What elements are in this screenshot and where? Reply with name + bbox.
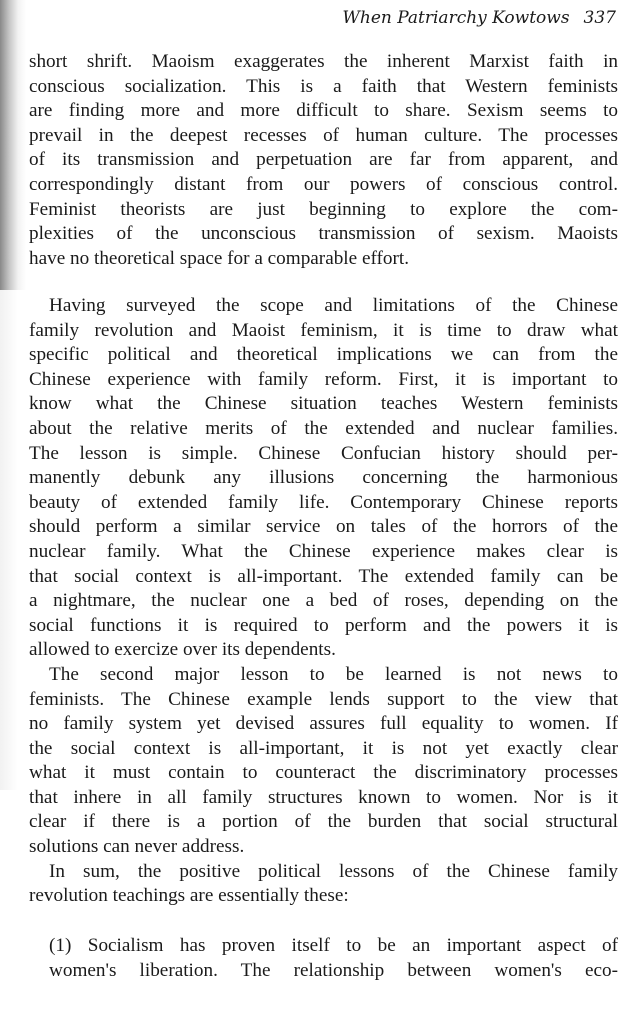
text-line: the social context is all-important, it is not yet exactly clear bbox=[29, 737, 618, 759]
text-line: about the relative merits of the extended and nuclear families. bbox=[29, 417, 618, 439]
text-line: prevail in the deepest recesses of human culture. The processes bbox=[29, 124, 618, 146]
text-line: are finding more and more difficult to share. Sexism seems to bbox=[29, 100, 618, 122]
text-line: nuclear family. What the Chinese experience makes clear is bbox=[29, 540, 618, 562]
running-head-title: When Patriarchy Kowtows bbox=[342, 8, 570, 28]
text-line: The second major lesson to be learned is not news to bbox=[49, 663, 618, 685]
text-line: allowed to exercize over its dependents. bbox=[29, 639, 336, 661]
text-line: clear if there is a portion of the burden that social structural bbox=[29, 811, 618, 833]
paragraph-group bbox=[29, 294, 618, 909]
binding-shadow-faint bbox=[0, 290, 18, 790]
text-line: what it must contain to counteract the discriminatory processes bbox=[29, 762, 618, 784]
text-line: In sum, the positive political lessons of the Chinese family bbox=[49, 860, 618, 882]
text-line: revolution teachings are essentially these: bbox=[29, 885, 349, 907]
text-line: Feminist theorists are just beginning to explore the com- bbox=[29, 198, 618, 220]
text-line: feminists. The Chinese example lends support to the view that bbox=[29, 688, 618, 710]
text-line: know what the Chinese situation teaches Western feminists bbox=[29, 393, 618, 415]
text-line: Chinese experience with family reform. First, it is important to bbox=[29, 368, 618, 390]
binding-shadow bbox=[0, 0, 26, 290]
text-line: that inhere in all family structures known to women. Nor is it bbox=[29, 786, 618, 808]
text-line: have no theoretical space for a comparable effort. bbox=[29, 247, 410, 269]
text-line: specific political and theoretical implications we can from the bbox=[29, 344, 618, 366]
text-line: short shrift. Maoism exaggerates the inherent Marxist faith in bbox=[29, 51, 618, 72]
page-number: 337 bbox=[583, 8, 616, 28]
text-line: beauty of extended family life. Contemporary Chinese reports bbox=[29, 491, 618, 513]
text-line: women's liberation. The relationship between women's eco- bbox=[49, 959, 618, 981]
text-line: of its transmission and perpetuation are far from apparent, and bbox=[29, 149, 618, 171]
paragraph-1 bbox=[29, 50, 618, 271]
text-line: a nightmare, the nuclear one a bed of roses, depending on the bbox=[29, 590, 618, 612]
numbered-item-1 bbox=[29, 934, 618, 983]
text-line: family revolution and Maoist feminism, it is time to draw what bbox=[29, 319, 618, 341]
text-line: no family system yet devised assures full equality to women. If bbox=[29, 713, 618, 735]
text-line: Having surveyed the scope and limitations of the Chinese bbox=[49, 295, 618, 316]
text-line: that social context is all-important. The extended family can be bbox=[29, 565, 618, 587]
text-line: The lesson is simple. Chinese Confucian history should per- bbox=[29, 442, 618, 464]
text-line: plexities of the unconscious transmission of sexism. Maoists bbox=[29, 223, 618, 245]
text-line: (1) Socialism has proven itself to be an important aspect of bbox=[49, 935, 618, 956]
text-line: should perform a similar service on tales of the horrors of the bbox=[29, 516, 618, 538]
running-head bbox=[342, 8, 616, 28]
text-line: conscious socialization. This is a faith that Western feminists bbox=[29, 75, 618, 97]
text-line: correspondingly distant from our powers of conscious control. bbox=[29, 173, 618, 195]
text-line: manently debunk any illusions concerning the harmonious bbox=[29, 467, 618, 489]
text-line: social functions it is required to perform and the powers it is bbox=[29, 614, 618, 636]
text-line: solutions can never address. bbox=[29, 836, 245, 858]
